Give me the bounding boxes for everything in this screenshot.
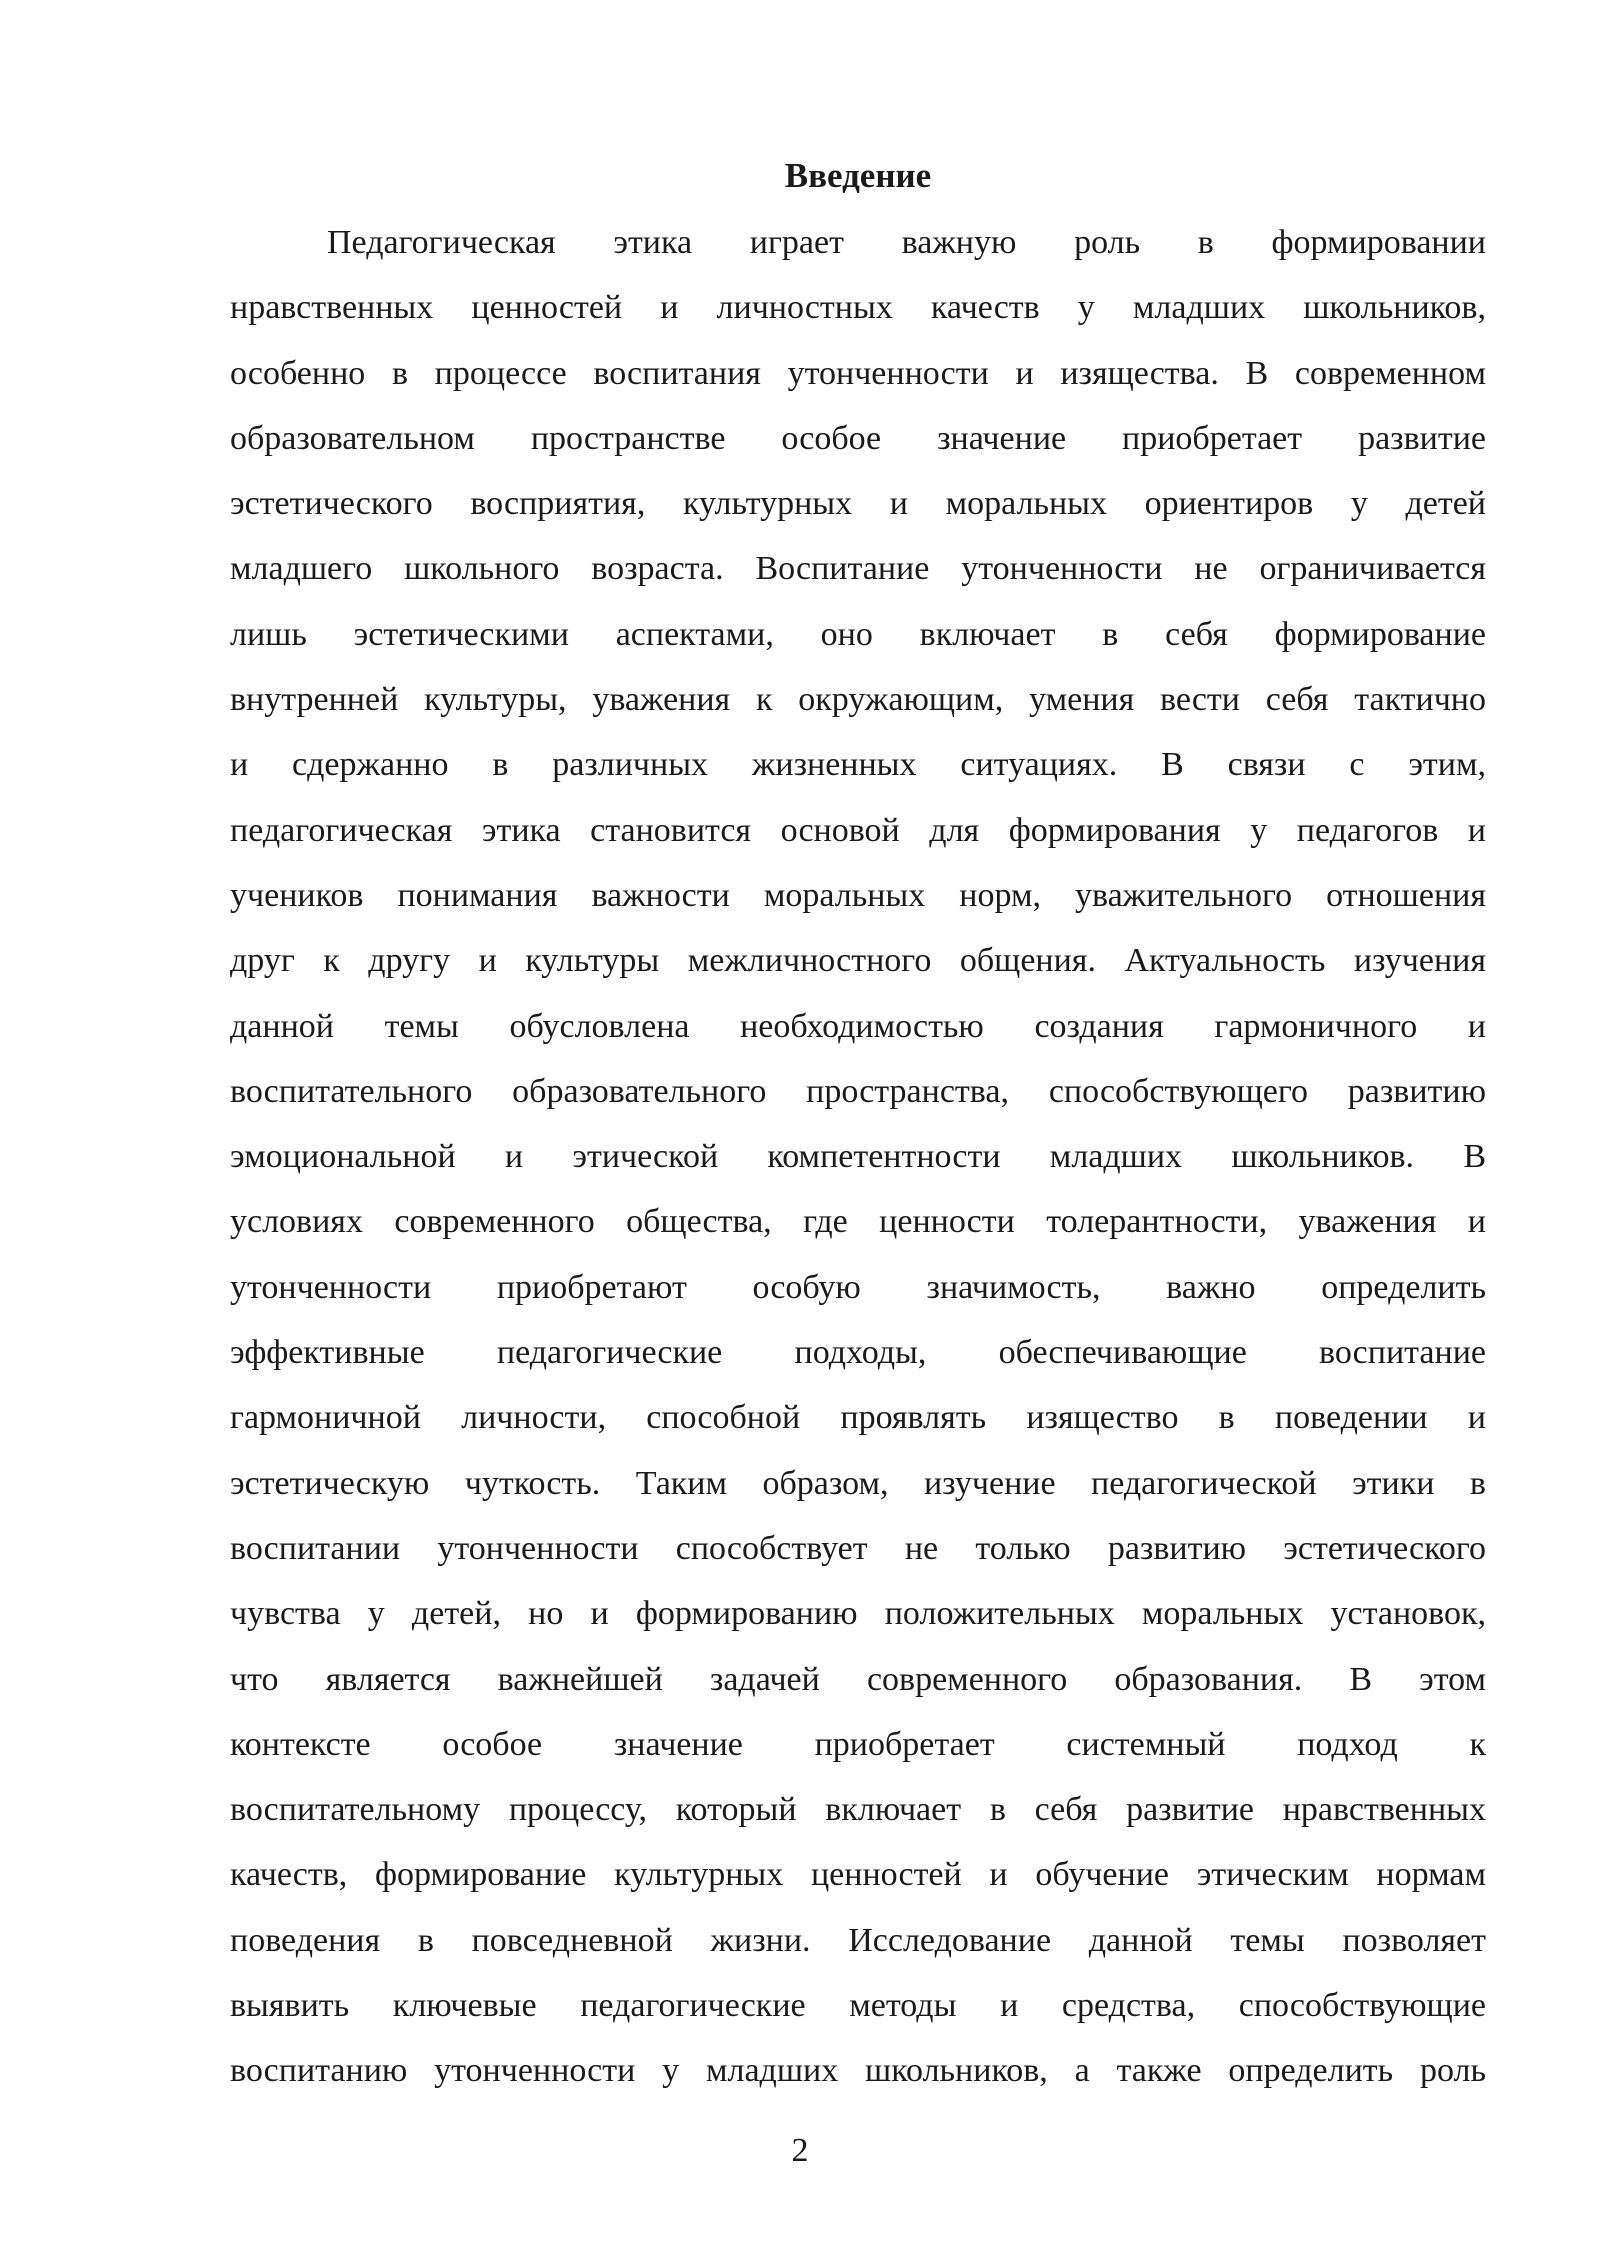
text-line: воспитании утонченности способствует не только развитию эстетического (230, 1529, 1486, 1567)
text-line: условиях современного общества, где ценности толерантности, уважения и (230, 1203, 1486, 1241)
text-line: контексте особое значение приобретает системный подход к (230, 1725, 1486, 1763)
text-line: друг к другу и культуры межличностного общения. Актуальность изучения (230, 942, 1486, 980)
text-line: что является важнейшей задачей современного образования. В этом (230, 1660, 1486, 1698)
text-line: чувства у детей, но и формированию положительных моральных установок, (230, 1595, 1486, 1633)
body-paragraph (230, 210, 1486, 2104)
text-line: эмоциональной и этической компетентности младших школьников. В (230, 1138, 1486, 1176)
text-line: качеств, формирование культурных ценностей и обучение этическим нормам (230, 1856, 1486, 1894)
text-line: учеников понимания важности моральных норм, уважительного отношения (230, 876, 1486, 914)
text-line: эстетическую чуткость. Таким образом, изучение педагогической этики в (230, 1464, 1486, 1502)
text-line: воспитанию утонченности у младших школьников, а также определить роль (230, 2052, 1486, 2090)
section-heading: Введение (784, 156, 932, 195)
text-line: внутренней культуры, уважения к окружающим, умения вести себя тактично (230, 681, 1486, 719)
text-line: Педагогическая этика играет важную роль в формировании (327, 224, 1486, 261)
text-line: поведения в повседневной жизни. Исследование данной темы позволяет (230, 1921, 1486, 1959)
text-line: образовательном пространстве особое значение приобретает развитие (230, 419, 1486, 457)
text-line: особенно в процессе воспитания утонченности и изящества. В современном (230, 354, 1486, 392)
text-line: и сдержанно в различных жизненных ситуациях. В связи с этим, (230, 746, 1486, 784)
text-line: эффективные педагогические подходы, обеспечивающие воспитание (230, 1334, 1486, 1372)
text-line: утонченности приобретают особую значимость, важно определить (230, 1268, 1486, 1306)
text-line: лишь эстетическими аспектами, оно включает в себя формирование (230, 615, 1486, 653)
text-line: нравственных ценностей и личностных качеств у младших школьников, (230, 289, 1486, 327)
text-line: педагогическая этика становится основой для формирования у педагогов и (230, 811, 1486, 849)
text-line: эстетического восприятия, культурных и моральных ориентиров у детей (230, 485, 1486, 523)
text-line: выявить ключевые педагогические методы и средства, способствующие (230, 1987, 1486, 2025)
text-line: гармоничной личности, способной проявлять изящество в поведении и (230, 1399, 1486, 1437)
text-line: данной темы обусловлена необходимостью создания гармоничного и (230, 1007, 1486, 1045)
text-line: воспитательного образовательного пространства, способствующего развитию (230, 1072, 1486, 1110)
page-number: 2 (791, 2132, 809, 2169)
text-line: воспитательному процессу, который включает в себя развитие нравственных (230, 1791, 1486, 1829)
text-line: младшего школьного возраста. Воспитание утонченности не ограничивается (230, 550, 1486, 588)
